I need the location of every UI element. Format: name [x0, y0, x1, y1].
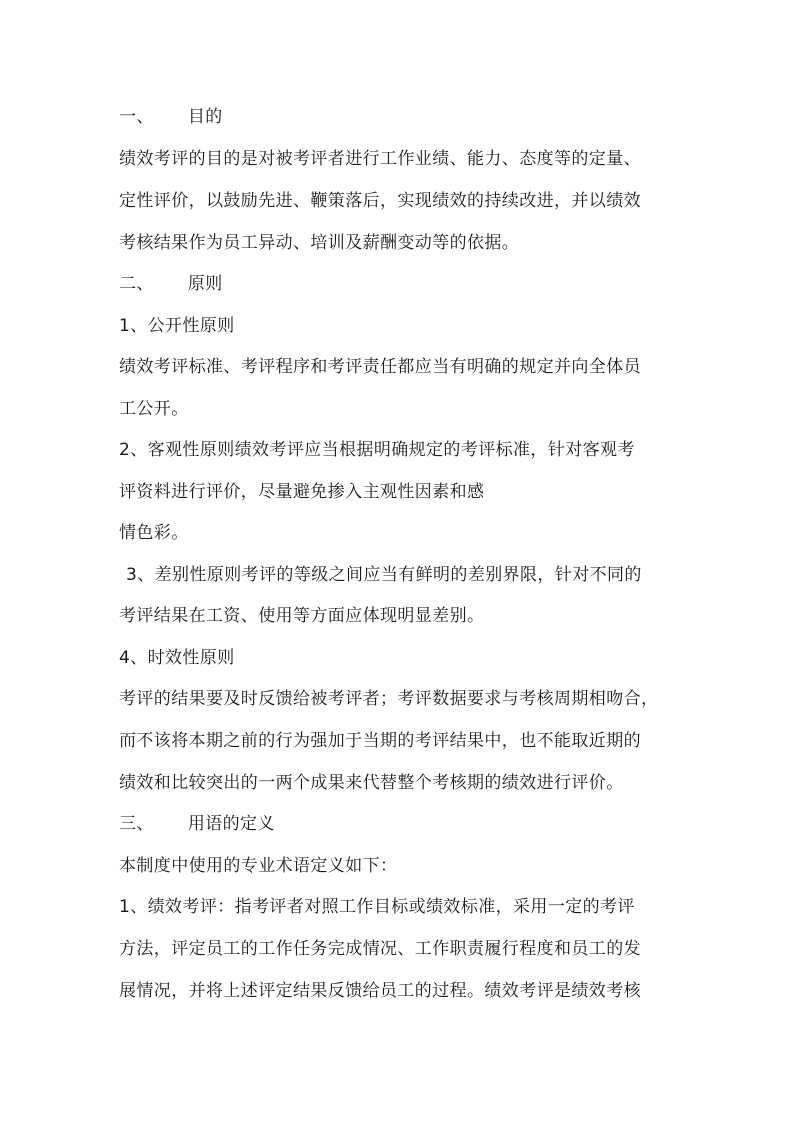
paragraph-line: 情色彩。 — [119, 523, 189, 543]
principle-title: 4、时效性原则 — [119, 648, 235, 668]
paragraph-line: 2、客观性原则绩效考评应当根据明确规定的考评标准，针对客观考 — [119, 440, 635, 460]
paragraph-line: 展情况，并将上述评定结果反馈给员工的过程。绩效考评是绩效考核 — [119, 981, 641, 1001]
paragraph-line: 而不该将本期之前的行为强加于当期的考评结果中，也不能取近期的 — [119, 731, 641, 751]
paragraph-line: 考核结果作为员工异动、培训及薪酬变动等的依据。 — [119, 233, 520, 253]
heading-number: 二、 — [119, 274, 154, 294]
paragraph-line: 绩效和比较突出的一两个成果来代替整个考核期的绩效进行评价。 — [119, 773, 624, 793]
paragraph-line: 评资料进行评价，尽量避免掺入主观性因素和感 — [119, 482, 485, 502]
heading-title: 用语的定义 — [187, 814, 275, 834]
section-heading-principles — [119, 272, 223, 296]
paragraph-line: 3、差别性原则考评的等级之间应当有鲜明的差别界限，针对不同的 — [126, 565, 642, 585]
paragraph-line: 方法，评定员工的工作任务完成情况、工作职责履行程度和员工的发 — [119, 939, 641, 959]
paragraph-line: 考评的结果要及时反馈给被考评者；考评数据要求与考核周期相吻合， — [119, 689, 659, 709]
heading-number: 三、 — [119, 814, 154, 834]
paragraph-line: 绩效考评的目的是对被考评者进行工作业绩、能力、态度等的定量、 — [119, 149, 641, 169]
paragraph-line: 绩效考评标准、考评程序和考评责任都应当有明确的规定并向全体员 — [119, 357, 641, 377]
heading-title: 原则 — [187, 274, 223, 294]
section-heading-definitions — [119, 812, 275, 836]
section-heading-purpose — [119, 105, 223, 129]
heading-title: 目的 — [187, 107, 223, 127]
principle-title: 1、公开性原则 — [119, 316, 235, 336]
paragraph-line: 定性评价，以鼓励先进、鞭策落后，实现绩效的持续改进，并以绩效 — [119, 191, 641, 211]
paragraph-line: 1、绩效考评：指考评者对照工作目标或绩效标准，采用一定的考评 — [119, 897, 635, 917]
paragraph-line: 工公开。 — [119, 399, 189, 419]
paragraph-line: 本制度中使用的专业术语定义如下： — [119, 856, 398, 876]
heading-number: 一、 — [119, 107, 154, 127]
paragraph-line: 考评结果在工资、使用等方面应体现明显差别。 — [119, 606, 485, 626]
